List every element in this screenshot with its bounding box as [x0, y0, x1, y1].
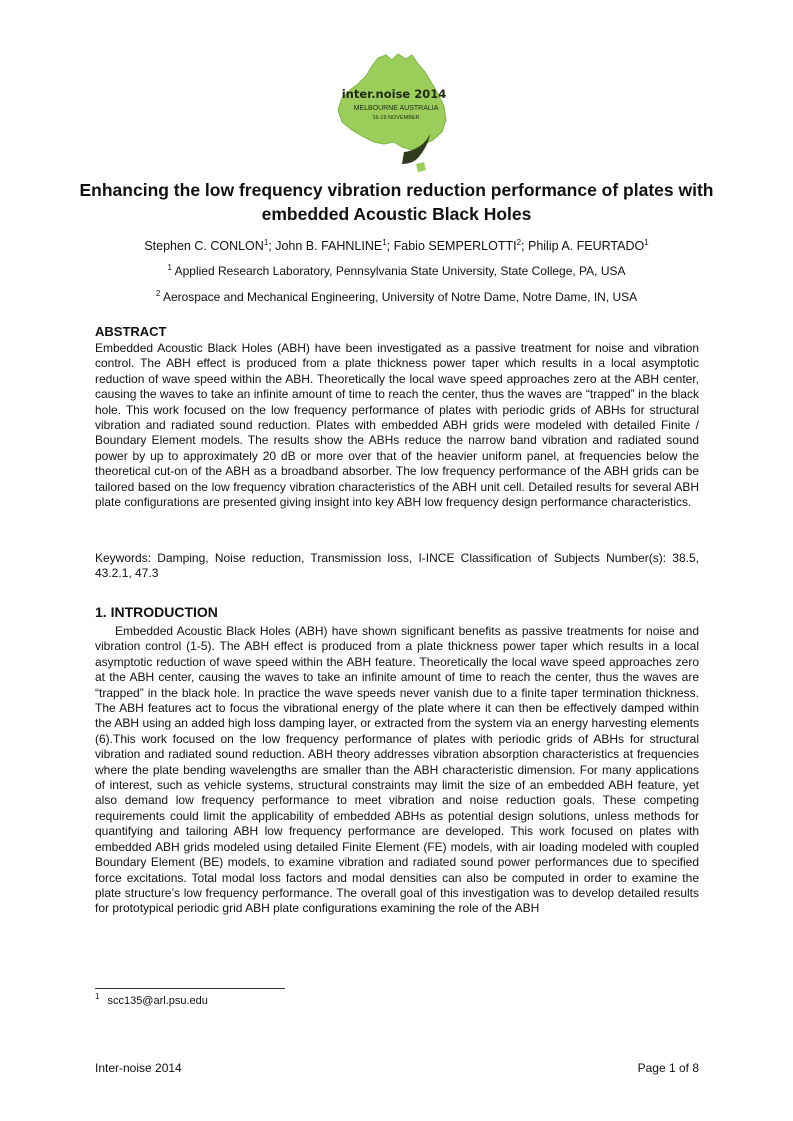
affiliation-text: Applied Research Laboratory, Pennsylvania State University, State College, PA, USA	[174, 264, 626, 278]
author-name: John B. FAHNLINE	[275, 239, 383, 253]
footer-conference: Inter-noise 2014	[95, 1061, 182, 1075]
affiliation-number: 1	[167, 263, 172, 272]
footnote-number: 1	[95, 992, 100, 1002]
tasmania-shape	[416, 162, 426, 172]
section-heading-introduction: 1. INTRODUCTION	[95, 604, 218, 620]
affiliation	[60, 290, 733, 304]
author-affiliation-mark: 1	[263, 237, 269, 247]
footer-page-number: Page 1 of 8	[637, 1061, 699, 1075]
author-name: Philip A. FEURTADO	[527, 239, 645, 253]
logo-line3: 16-19 NOVEMBER	[372, 115, 420, 121]
affiliation	[60, 264, 733, 278]
australia-map-shape	[338, 54, 446, 150]
paper-title: Enhancing the low frequency vibration reduction performance of plates with embedded Acoustic Black Holes	[79, 180, 714, 224]
abstract-text: Embedded Acoustic Black Holes (ABH) have been investigated as a passive treatment for noise and vibration control. The ABH effect is produced from a plate thickness power taper which results in a local asymptotic reduction of wave speed within the ABH. Theoretically the local wave speed approaches zero at the ABH center, causing the waves to take an infinite amount of time to reach the center, thus the waves are “trapped” in the black hole. This work focused on the low frequency performance of plates with periodic grids of ABHs for structural vibration and radiated sound reduction. Plates with embedded ABH grids were modeled with detailed Finite / Boundary Element models. The results show the ABHs reduce the narrow band vibration and radiated sound power by up to approximately 20 dB or more over that of the heavier uniform panel, at frequencies below the theoretical cut-on of the ABH as a broadband absorber. The low frequency performance of the ABH grids can be tailored based on the low frequency vibration characteristics of the ABH unit cell. Detailed results for several ABH plate configurations are presented giving insight into key ABH low frequency design performance characteristics.	[95, 341, 699, 510]
footnote	[95, 992, 208, 1007]
footnote-email: scc135@arl.psu.edu	[107, 995, 208, 1007]
abstract-heading: ABSTRACT	[95, 324, 167, 339]
author-affiliation-mark: 2	[516, 237, 522, 247]
introduction-text: Embedded Acoustic Black Holes (ABH) have shown significant benefits as passive treatments for noise and vibration control (1-5). The ABH effect is produced from a plate thickness power taper which results in a local asymptotic reduction of wave speed within the ABH feature. Theoretically the local wave speed approaches zero at the ABH center, causing the waves to take an infinite amount of time to reach the center, thus the waves are “trapped” in the black hole. In practice the wave speeds never vanish due to a finite taper termination thickness. The ABH features act to focus the vibrational energy of the plate where it can then be effectively damped within the ABH using an added high loss damping layer, or extracted from the system via an energy harvesting elements (6).This work focused on the low frequency performance of plates with periodic grids of ABHs for structural vibration and radiated sound reduction. ABH theory addresses vibration absorption characteristics at frequencies where the plate bending wavelengths are smaller than the ABH characteristic dimension. For many applications of interest, such as vehicle systems, structural constraints may limit the size of an embedded ABH feature, yet also demand low frequency performance to meet vibration and noise reduction goals. These competing requirements could limit the applicability of embedded ABHs as potential design solutions, unless methods for quantifying and tailoring ABH low frequency performance are developed. This work focused on plates with embedded ABH grids modeled using detailed Finite Element (FE) models, with air loading modeled with coupled Boundary Element (BE) models, to examine vibration and radiated sound power performances due to specified force excitations. Total modal loss factors and modal densities can also be computed in order to examine the plate structure’s low frequency performance. The overall goal of this investigation was to develop detailed results for prototypical periodic grid ABH plate configurations examining the role of the ABH	[95, 624, 699, 916]
conference-logo	[332, 50, 456, 174]
affiliation-number: 2	[155, 289, 161, 298]
author-affiliation-mark: 1	[382, 237, 387, 247]
logo-line2: MELBOURNE AUSTRALIA	[353, 105, 439, 112]
author-name: Fabio SEMPERLOTTI	[393, 239, 517, 253]
affiliation-text: Aerospace and Mechanical Engineering, University of Notre Dame, Notre Dame, IN, USA	[162, 290, 638, 304]
author-affiliation-mark: 1	[644, 237, 649, 247]
author-name: Stephen C. CONLON	[144, 239, 264, 253]
logo-line1: inter.noise 2014	[341, 87, 447, 101]
keywords: Keywords: Damping, Noise reduction, Transmission loss, I-INCE Classification of Subjects Number(s): 38.5, 43.2.1, 47.3	[95, 551, 699, 581]
footnote-divider	[95, 988, 285, 989]
author-list: Stephen C. CONLON$^1$; John B. FAHNLINE$^1$; Fabio SEMPERLOTTI$^2$; Philip A. FEURTADO$^1$	[144, 237, 649, 253]
